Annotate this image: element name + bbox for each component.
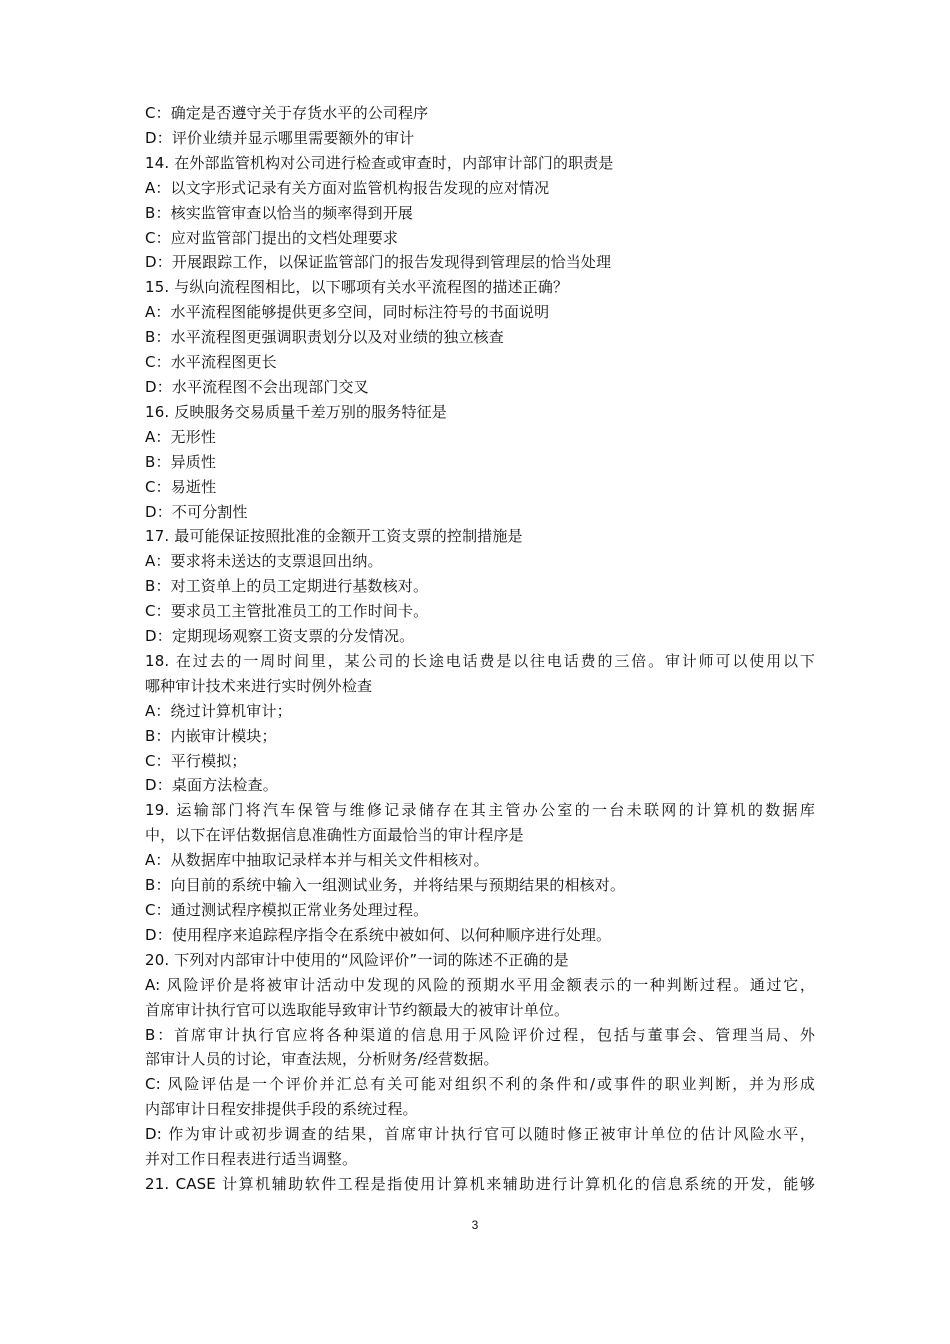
- text-line: A: 风险评价是将被审计活动中发现的风险的预期水平用金额表示的一种判断过程。通过它，: [145, 975, 815, 994]
- text-line: B：首席审计执行官应将各种渠道的信息用于风险评价过程，包括与董事会、管理当局、外: [145, 1025, 815, 1044]
- text-line: D：水平流程图不会出现部门交叉: [145, 377, 369, 396]
- text-line: C: 风险评估是一个评价并汇总有关可能对组织不利的条件和/或事件的职业判断，并为形成: [145, 1075, 815, 1094]
- text-line: 14. 在外部监管机构对公司进行检查或审查时，内部审计部门的职责是: [145, 153, 614, 172]
- page-body: [145, 101, 815, 1197]
- text-line: C：确定是否遵守关于存货水平的公司程序: [145, 104, 429, 122]
- text-line: 21. CASE 计算机辅助软件工程是指使用计算机来辅助进行计算机化的信息系统的开发，能够: [145, 1174, 815, 1193]
- text-line: 内部审计日程安排提供手段的系统过程。: [145, 1100, 418, 1119]
- text-line: D：定期现场观察工资支票的分发情况。: [145, 627, 415, 646]
- text-line: 首席审计执行官可以选取能导致审计节约额最大的被审计单位。: [145, 1000, 570, 1019]
- text-line: B：核实监管审查以恰当的频率得到开展: [145, 203, 413, 222]
- text-line: A：从数据库中抽取记录样本并与相关文件相核对。: [145, 851, 489, 870]
- text-line: D：使用程序来追踪程序指令在系统中被如何、以何种顺序进行处理。: [145, 925, 612, 944]
- text-line: C：易逝性: [145, 477, 217, 496]
- text-line: 并对工作日程表进行适当调整。: [145, 1150, 358, 1169]
- text-line: B：向目前的系统中输入一组测试业务，并将结果与预期结果的相核对。: [145, 876, 626, 895]
- text-line: 哪种审计技术来进行实时例外检查: [145, 676, 373, 695]
- text-line: A：要求将未送达的支票退回出纳。: [145, 552, 383, 571]
- text-line: 17. 最可能保证按照批准的金额开工资支票的控制措施是: [145, 527, 523, 546]
- text-line: D：评价业绩并显示哪里需要额外的审计: [145, 128, 415, 147]
- text-line: A：无形性: [145, 427, 217, 446]
- page-number: 3: [471, 1218, 479, 1232]
- text-line: D：开展跟踪工作，以保证监管部门的报告发现得到管理层的恰当处理: [145, 253, 612, 272]
- text-line: 16. 反映服务交易质量千差万别的服务特征是: [145, 402, 447, 421]
- text-line: B：异质性: [145, 452, 217, 471]
- text-line: C：水平流程图更长: [145, 353, 277, 372]
- text-line: 19. 运输部门将汽车保管与维修记录储存在其主管办公室的一台未联网的计算机的数据库: [145, 801, 815, 820]
- text-line: B：内嵌审计模块；: [145, 726, 277, 745]
- text-line: A：水平流程图能够提供更多空间，同时标注符号的书面说明: [145, 303, 550, 322]
- text-line: C：应对监管部门提出的文档处理要求: [145, 228, 399, 247]
- text-line: D：桌面方法检查。: [145, 776, 278, 795]
- text-line: D：不可分割性: [145, 502, 248, 521]
- text-line: 18. 在过去的一周时间里，某公司的长途电话费是以往电话费的三倍。审计师可以使用以下: [145, 651, 815, 670]
- text-line: B：对工资单上的员工定期进行基数核对。: [145, 577, 429, 596]
- text-line: C：要求员工主管批准员工的工作时间卡。: [145, 602, 429, 621]
- text-line: 中，以下在评估数据信息准确性方面最恰当的审计程序是: [145, 826, 524, 845]
- text-line: D: 作为审计或初步调查的结果，首席审计执行官可以随时修正被审计单位的估计风险水平，: [145, 1125, 815, 1144]
- text-line: C：平行模拟；: [145, 751, 247, 770]
- text-line: B：水平流程图更强调职责划分以及对业绩的独立核查: [145, 328, 504, 347]
- text-line: 20. 下列对内部审计中使用的“风险评价”一词的陈述不正确的是: [145, 950, 569, 969]
- text-line: A：绕过计算机审计；: [145, 701, 292, 720]
- text-line: 15. 与纵向流程图相比，以下哪项有关水平流程图的描述正确？: [145, 278, 569, 297]
- text-line: 部审计人员的讨论，审查法规，分析财务/经营数据。: [145, 1050, 499, 1069]
- text-line: A：以文字形式记录有关方面对监管机构报告发现的应对情况: [145, 178, 550, 197]
- text-line: C：通过测试程序模拟正常业务处理过程。: [145, 901, 429, 919]
